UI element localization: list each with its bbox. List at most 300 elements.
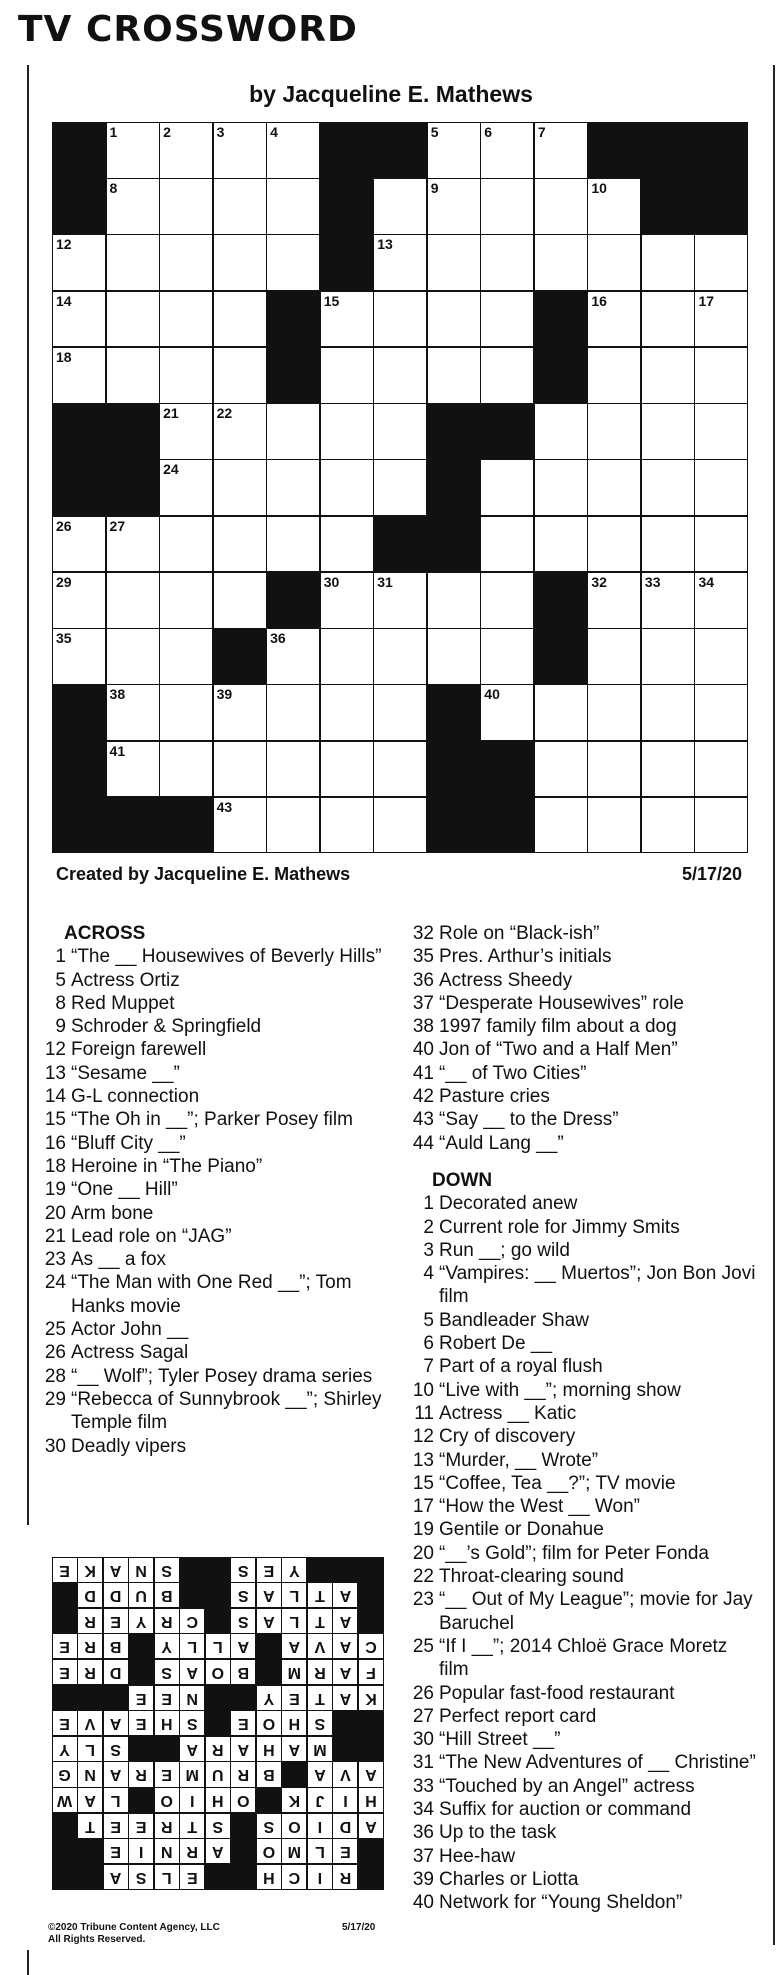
frame-bottom-left-rule [27, 1950, 29, 1975]
clue [408, 1449, 758, 1472]
grid-square[interactable] [534, 516, 588, 573]
grid-square[interactable] [213, 178, 267, 235]
grid-square[interactable] [427, 572, 481, 629]
grid-square[interactable] [106, 741, 160, 798]
clue-number: 36 [412, 969, 434, 991]
clue-number: 25 [44, 1319, 66, 1341]
grid-square[interactable] [534, 684, 588, 741]
solution-letter: N [154, 1838, 180, 1864]
grid-square[interactable] [694, 347, 748, 404]
grid-square[interactable] [587, 178, 641, 235]
grid-square[interactable] [694, 291, 748, 348]
clue [408, 1472, 758, 1495]
solution-date: 5/17/20 [342, 1922, 376, 1933]
solution-block [128, 1659, 154, 1685]
clue-number: 23 [412, 1589, 434, 1611]
solution-letter: D [77, 1582, 103, 1608]
grid-square[interactable] [213, 347, 267, 404]
clue-text: “The New Adventures of __ Christine” [439, 1752, 756, 1774]
clue [408, 1705, 758, 1728]
clue-number: 37 [412, 1845, 434, 1867]
clue-text: “Auld Lang __” [439, 1132, 564, 1154]
clue-text: G-L connection [71, 1086, 200, 1108]
grid-block [266, 572, 320, 629]
grid-square[interactable] [534, 403, 588, 460]
grid-square[interactable] [373, 797, 427, 854]
grid-square[interactable] [213, 459, 267, 516]
solution-letter: S [230, 1582, 256, 1608]
grid-square[interactable] [587, 347, 641, 404]
clue-number: 16 [44, 1132, 66, 1154]
solution-letter: S [103, 1736, 129, 1762]
solution-block [230, 1685, 256, 1711]
solution-letter: R [77, 1633, 103, 1659]
solution-letter: E [103, 1813, 129, 1839]
clue-number: 33 [644, 573, 661, 590]
grid-square[interactable] [694, 572, 748, 629]
grid-square[interactable] [159, 347, 213, 404]
clue [408, 1821, 758, 1844]
solution-letter: B [256, 1761, 282, 1787]
clue [40, 1435, 385, 1458]
grid-square[interactable] [266, 797, 320, 854]
grid-block [534, 347, 588, 404]
clue-number: 20 [44, 1202, 66, 1224]
grid-square[interactable] [480, 628, 534, 685]
solution-letter: O [256, 1710, 282, 1736]
grid-square[interactable] [320, 684, 374, 741]
grid-square[interactable] [427, 122, 481, 179]
clue-number: 34 [698, 573, 715, 590]
grid-square[interactable] [159, 403, 213, 460]
grid-square[interactable] [373, 628, 427, 685]
grid-square[interactable] [213, 403, 267, 460]
clue-number: 30 [323, 573, 340, 590]
grid-square[interactable] [213, 234, 267, 291]
clue-text: Run __; go wild [439, 1239, 570, 1261]
clue-number: 15 [44, 1109, 66, 1131]
grid-square[interactable] [427, 291, 481, 348]
grid-square[interactable] [373, 403, 427, 460]
clue-number: 22 [412, 1566, 434, 1588]
grid-square[interactable] [373, 347, 427, 404]
grid-block [52, 403, 106, 460]
grid-square[interactable] [480, 291, 534, 348]
grid-square[interactable] [587, 628, 641, 685]
solution-letter: K [358, 1685, 384, 1711]
grid-square[interactable] [213, 684, 267, 741]
clue [40, 1388, 385, 1435]
grid-square[interactable] [320, 347, 374, 404]
solution-letter: L [77, 1736, 103, 1762]
grid-square[interactable] [641, 291, 695, 348]
solution-letter: K [281, 1787, 307, 1813]
grid-square[interactable] [534, 741, 588, 798]
grid-square[interactable] [266, 741, 320, 798]
grid-square[interactable] [427, 347, 481, 404]
clue-text: Robert De __ [439, 1333, 553, 1355]
clue [408, 1355, 758, 1378]
grid-square[interactable] [587, 459, 641, 516]
grid-square[interactable] [480, 516, 534, 573]
grid-square[interactable] [534, 234, 588, 291]
grid-square[interactable] [534, 178, 588, 235]
grid-square[interactable] [106, 178, 160, 235]
grid-square[interactable] [159, 684, 213, 741]
solution-letter: A [179, 1659, 205, 1685]
grid-square[interactable] [320, 797, 374, 854]
grid-square[interactable] [480, 347, 534, 404]
grid-square[interactable] [213, 122, 267, 179]
grid-square[interactable] [534, 122, 588, 179]
grid-square[interactable] [694, 516, 748, 573]
grid-block [534, 572, 588, 629]
clue-text: Network for “Young Sheldon” [439, 1892, 683, 1914]
solution-grid [52, 1557, 384, 1890]
clue-text: “The __ Housewives of Beverly Hills” [71, 946, 382, 968]
grid-square[interactable] [641, 797, 695, 854]
solution-letter: N [128, 1557, 154, 1583]
grid-square[interactable] [587, 572, 641, 629]
solution-letter: D [103, 1659, 129, 1685]
grid-square[interactable] [373, 741, 427, 798]
clue-text: Deadly vipers [71, 1435, 187, 1457]
solution-letter: R [332, 1864, 358, 1890]
solution-letter: N [77, 1761, 103, 1787]
grid-square[interactable] [159, 291, 213, 348]
solution-letter: O [281, 1813, 307, 1839]
solution-letter: S [179, 1710, 205, 1736]
solution-letter: D [332, 1813, 358, 1839]
solution-letter: R [179, 1838, 205, 1864]
grid-square[interactable] [427, 178, 481, 235]
solution-letter: Y [128, 1608, 154, 1634]
clue-number: 1 [55, 946, 66, 968]
grid-block [52, 797, 106, 854]
grid-square[interactable] [480, 122, 534, 179]
solution-block [332, 1736, 358, 1762]
solution-letter: I [332, 1787, 358, 1813]
clue-number: 5 [55, 969, 66, 991]
clue [40, 1108, 385, 1131]
solution-letter: C [281, 1864, 307, 1890]
grid-square[interactable] [320, 741, 374, 798]
clue-text: Up to the task [439, 1822, 557, 1844]
solution-letter: J [307, 1787, 333, 1813]
grid-square[interactable] [641, 684, 695, 741]
grid-square[interactable] [159, 741, 213, 798]
solution-letter: V [307, 1633, 333, 1659]
solution-letter: R [77, 1659, 103, 1685]
solution-block [358, 1736, 384, 1762]
solution-letter: C [179, 1608, 205, 1634]
grid-block [213, 628, 267, 685]
grid-square[interactable] [587, 234, 641, 291]
grid-square[interactable] [587, 291, 641, 348]
grid-square[interactable] [213, 572, 267, 629]
grid-square[interactable] [106, 684, 160, 741]
grid-block [427, 516, 481, 573]
grid-square[interactable] [641, 459, 695, 516]
grid-block [52, 459, 106, 516]
solution-letter: A [256, 1608, 282, 1634]
clue-number: 43 [412, 1109, 434, 1131]
grid-square[interactable] [373, 684, 427, 741]
grid-square[interactable] [159, 459, 213, 516]
grid-square[interactable] [52, 291, 106, 348]
grid-square[interactable] [320, 291, 374, 348]
grid-square[interactable] [320, 628, 374, 685]
solution-letter: E [128, 1685, 154, 1711]
clue-text: Throat-clearing sound [439, 1566, 624, 1588]
clue [40, 1248, 385, 1271]
grid-square[interactable] [52, 347, 106, 404]
grid-square[interactable] [641, 403, 695, 460]
grid-square[interactable] [106, 122, 160, 179]
grid-square[interactable] [52, 516, 106, 573]
clue [408, 1192, 758, 1215]
clue [408, 1635, 758, 1682]
copyright-notice [48, 1922, 220, 1946]
solution-letter: E [52, 1710, 78, 1736]
copyright-line-1: ©2020 Tribune Content Agency, LLC [48, 1922, 220, 1933]
solution-block [307, 1557, 333, 1583]
solution-block [358, 1864, 384, 1890]
grid-square[interactable] [106, 572, 160, 629]
solution-letter: A [103, 1864, 129, 1890]
grid-square[interactable] [159, 516, 213, 573]
grid-square[interactable] [534, 459, 588, 516]
grid-square[interactable] [480, 572, 534, 629]
solution-letter: B [154, 1582, 180, 1608]
clue-number: 38 [109, 686, 126, 703]
grid-square[interactable] [694, 741, 748, 798]
grid-square[interactable] [52, 234, 106, 291]
grid-square[interactable] [587, 797, 641, 854]
clue-number: 44 [412, 1132, 434, 1154]
clue-number: 9 [430, 180, 439, 197]
grid-square[interactable] [587, 403, 641, 460]
clue-number: 26 [412, 1682, 434, 1704]
grid-square[interactable] [106, 347, 160, 404]
solution-letter: E [52, 1557, 78, 1583]
grid-square[interactable] [373, 459, 427, 516]
clue [408, 1309, 758, 1332]
grid-square[interactable] [373, 178, 427, 235]
clue-text: 1997 family film about a dog [439, 1016, 677, 1038]
solution-block [77, 1864, 103, 1890]
clue-number: 3 [423, 1239, 434, 1261]
grid-square[interactable] [159, 234, 213, 291]
grid-block [587, 122, 641, 179]
grid-square[interactable] [320, 459, 374, 516]
grid-square[interactable] [694, 628, 748, 685]
solution-letter: K [77, 1557, 103, 1583]
clue [40, 1038, 385, 1061]
grid-square[interactable] [641, 572, 695, 629]
grid-square[interactable] [480, 684, 534, 741]
grid-block [52, 741, 106, 798]
solution-letter: Y [154, 1633, 180, 1659]
clue [408, 1132, 758, 1155]
grid-block [427, 684, 481, 741]
clue-number: 27 [412, 1705, 434, 1727]
solution-letter: F [358, 1659, 384, 1685]
clue-text: “How the West __ Won” [439, 1496, 640, 1518]
clue [40, 1085, 385, 1108]
solution-block [103, 1685, 129, 1711]
solution-letter: O [205, 1659, 231, 1685]
clue [40, 1155, 385, 1178]
solution-letter: E [52, 1659, 78, 1685]
grid-square[interactable] [213, 797, 267, 854]
grid-square[interactable] [266, 178, 320, 235]
grid-square[interactable] [587, 741, 641, 798]
clue [40, 945, 385, 968]
clue-number: 22 [216, 405, 233, 422]
clue-text: Lead role on “JAG” [71, 1225, 232, 1247]
clue-number: 32 [412, 923, 434, 944]
clue-number: 21 [163, 405, 179, 422]
solution-letter: W [52, 1787, 78, 1813]
clue [408, 1845, 758, 1868]
grid-square[interactable] [266, 403, 320, 460]
solution-block [205, 1608, 231, 1634]
grid-square[interactable] [373, 234, 427, 291]
grid-square[interactable] [694, 403, 748, 460]
clue-number: 10 [412, 1379, 434, 1401]
solution-block [52, 1813, 78, 1839]
clue-text: “__’s Gold”; film for Peter Fonda [439, 1542, 709, 1564]
grid-square[interactable] [694, 234, 748, 291]
clue-number: 33 [412, 1775, 434, 1797]
solution-letter: U [128, 1582, 154, 1608]
clue-number: 13 [44, 1062, 66, 1084]
solution-letter: R [128, 1761, 154, 1787]
grid-square[interactable] [320, 516, 374, 573]
clue [408, 1379, 758, 1402]
clue-number: 36 [270, 630, 286, 647]
clue-text: “Touched by an Angel” actress [439, 1775, 695, 1797]
grid-square[interactable] [159, 178, 213, 235]
grid-square[interactable] [266, 516, 320, 573]
clue-number: 25 [412, 1635, 434, 1657]
down-clue-list [408, 1192, 758, 1914]
clue [408, 1751, 758, 1774]
grid-square[interactable] [427, 628, 481, 685]
solution-letter: L [154, 1864, 180, 1890]
grid-square[interactable] [106, 234, 160, 291]
grid-square[interactable] [106, 628, 160, 685]
grid-square[interactable] [266, 122, 320, 179]
grid-square[interactable] [106, 291, 160, 348]
grid-block [534, 291, 588, 348]
solution-block [154, 1736, 180, 1762]
clue-text: Foreign farewell [71, 1039, 207, 1061]
grid-square[interactable] [320, 572, 374, 629]
grid-square[interactable] [480, 178, 534, 235]
clue [408, 1775, 758, 1798]
grid-square[interactable] [106, 516, 160, 573]
clue-number: 1 [423, 1193, 434, 1215]
grid-square[interactable] [694, 459, 748, 516]
across-clue-list-continued [408, 922, 758, 1155]
solution-letter: A [307, 1761, 333, 1787]
grid-square[interactable] [641, 516, 695, 573]
clue-number: 2 [423, 1216, 434, 1238]
frame-left-rule [27, 65, 29, 1525]
grid-square[interactable] [427, 234, 481, 291]
clue-number: 32 [591, 573, 607, 590]
solution-letter: A [179, 1736, 205, 1762]
grid-square[interactable] [266, 684, 320, 741]
grid-block [641, 122, 695, 179]
grid-block [427, 403, 481, 460]
solution-letter: S [307, 1710, 333, 1736]
solution-letter: A [230, 1633, 256, 1659]
grid-block [694, 178, 748, 235]
solution-block [52, 1864, 78, 1890]
grid-square[interactable] [641, 628, 695, 685]
solution-letter: A [281, 1633, 307, 1659]
grid-square[interactable] [266, 628, 320, 685]
grid-square[interactable] [534, 797, 588, 854]
grid-block [427, 459, 481, 516]
grid-square[interactable] [480, 459, 534, 516]
clue-number: 29 [44, 1388, 66, 1410]
grid-square[interactable] [587, 516, 641, 573]
grid-square[interactable] [641, 741, 695, 798]
grid-square[interactable] [694, 684, 748, 741]
grid-square[interactable] [641, 347, 695, 404]
clue [408, 1518, 758, 1541]
grid-square[interactable] [373, 572, 427, 629]
clue [408, 1402, 758, 1425]
solution-letter: B [230, 1659, 256, 1685]
grid-square[interactable] [587, 684, 641, 741]
solution-letter: T [307, 1685, 333, 1711]
clue-number: 13 [412, 1449, 434, 1471]
clue [40, 1062, 385, 1085]
grid-square[interactable] [213, 291, 267, 348]
grid-square[interactable] [213, 741, 267, 798]
solution-block [358, 1582, 384, 1608]
clue-text: “__ Wolf”; Tyler Posey drama series [71, 1365, 373, 1387]
grid-square[interactable] [213, 516, 267, 573]
grid-square[interactable] [694, 797, 748, 854]
grid-block [266, 291, 320, 348]
grid-square[interactable] [266, 459, 320, 516]
grid-square[interactable] [373, 291, 427, 348]
grid-square[interactable] [320, 403, 374, 460]
puzzle-date: 5/17/20 [681, 864, 742, 884]
grid-square[interactable] [52, 572, 106, 629]
clue-text: “Desperate Housewives” role [439, 992, 684, 1014]
grid-square[interactable] [159, 628, 213, 685]
clue-number: 6 [423, 1333, 434, 1355]
grid-square[interactable] [159, 122, 213, 179]
grid-square[interactable] [480, 234, 534, 291]
solution-letter: M [281, 1838, 307, 1864]
grid-square[interactable] [159, 572, 213, 629]
grid-square[interactable] [52, 628, 106, 685]
clue-number: 43 [216, 798, 233, 815]
clue [408, 1891, 758, 1914]
clues-column-right [408, 922, 758, 1914]
grid-square[interactable] [266, 234, 320, 291]
grid-square[interactable] [641, 234, 695, 291]
solution-block [205, 1557, 231, 1583]
